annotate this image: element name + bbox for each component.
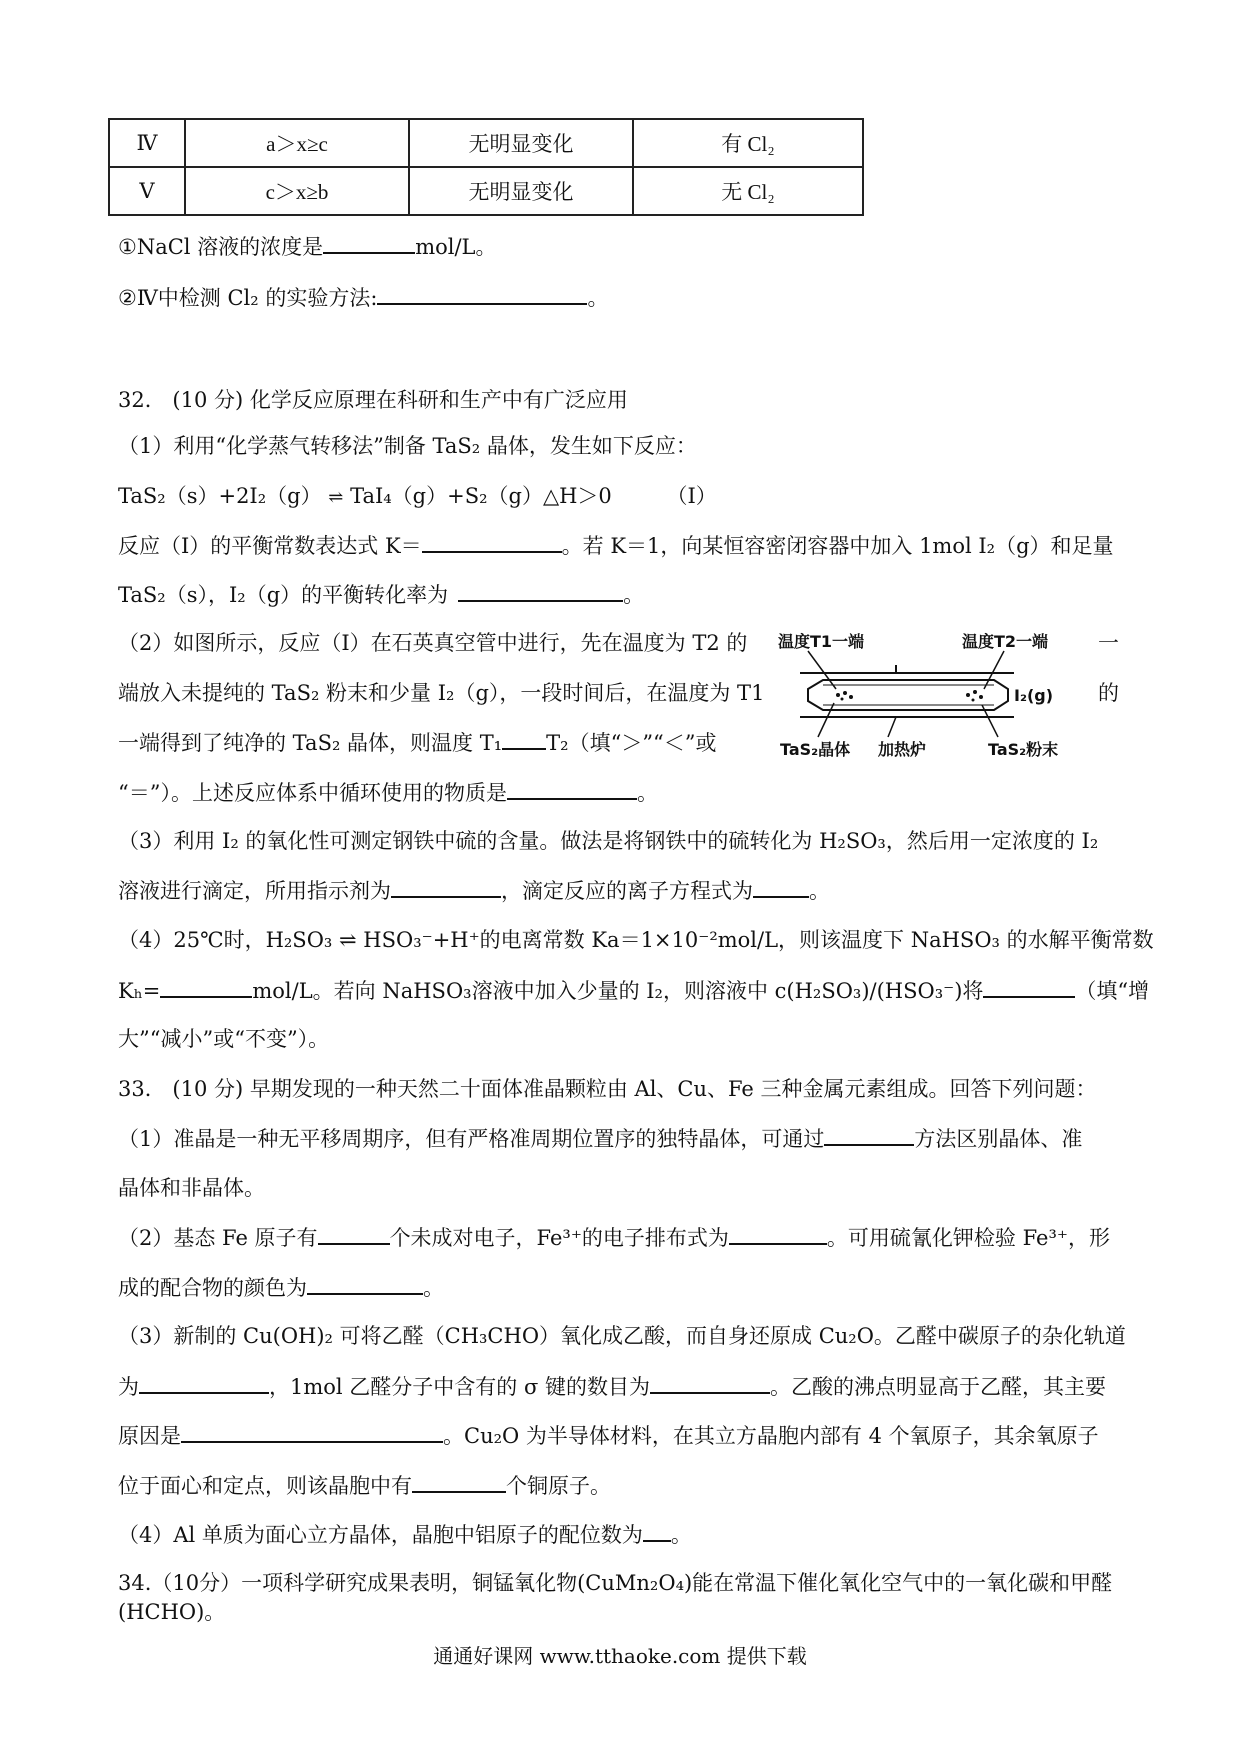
quartz-tube-diagram [778,625,1078,775]
powder-dot [966,693,970,697]
text: 一端得到了纯净的 TaS₂ 晶体，则温度 T₁ [118,731,503,755]
q32-title: 32． (10 分) 化学反应原理在科研和生产中有广泛应用 [118,388,628,412]
text: （4）Al 单质为面心立方晶体，晶胞中铝原子的配位数为 [118,1523,643,1547]
text: 位于面心和定点，则该晶胞中有 [118,1474,412,1498]
question-line: （2）如图所示，反应（I）在石英真空管中进行，先在温度为 T2 的 [118,631,748,655]
crystal-dot [843,691,847,695]
table-cell-change: 无明显变化 [409,119,633,167]
leader-line [808,651,836,689]
question-line: (HCHO)。 [118,1600,226,1624]
answer-blank[interactable] [650,1372,770,1394]
question-line [118,1520,1128,1549]
powder-dot [973,690,977,694]
question-line: （3）利用 I₂ 的氧化性可测定钢铁中硫的含量。做法是将钢铁中的硫转化为 H₂SO₃，然后用一定浓度的 I₂ [118,829,1099,853]
answer-blank[interactable] [160,976,252,998]
text: （2）基态 Fe 原子有 [118,1226,318,1250]
question-line [118,580,1128,609]
question-line: （3）新制的 Cu(OH)₂ 可将乙醛（CH₃CHO）氧化成乙酸，而自身还原成 Cu₂O。乙醛中碳原子的杂化轨道 [118,1324,1126,1348]
leader-line [984,651,1004,689]
text: 。Cu₂O 为半导体材料，在其立方晶胞内部有 4 个氧原子，其余氧原子 [443,1424,1099,1448]
answer-blank[interactable] [507,778,637,800]
question-line [118,1124,1128,1153]
table-cell-range: a＞x≥c [185,119,409,167]
answer-blank[interactable] [412,1471,506,1493]
question-line-end: 的 [1098,681,1119,705]
text: 成的配合物的颜色为 [118,1276,307,1300]
crystal-dot [841,698,844,701]
label-furnace: 加热炉 [878,740,927,759]
equation-tag: （I） [666,484,717,508]
question-line: 大”“减小”或“不变”）。 [118,1027,330,1051]
answer-blank[interactable] [377,283,587,305]
text: Kₕ= [118,979,161,1003]
question-line [118,531,1128,560]
label-t2: 温度T2一端 [962,632,1049,651]
question-line: 端放入未提纯的 TaS₂ 粉末和少量 I₂（g），一段时间后，在温度为 T1 [118,681,765,705]
text: 溶液进行滴定，所用指示剂为 [118,879,391,903]
question-line [118,1372,1128,1401]
leader-line [888,717,896,737]
text: 个铜原子。 [506,1474,611,1498]
text: 原因是 [118,1424,181,1448]
question-line [118,1273,1128,1302]
equation-right: TaI₄（g）+S₂（g）△H＞0 [350,484,612,508]
answer-blank[interactable] [753,876,809,898]
label-t1: 温度T1一端 [778,632,865,651]
crystal-dot [836,693,840,697]
text: 。 [623,583,645,607]
table-cell-result: 无 Cl₂ [633,167,863,215]
question-line [118,728,768,757]
question-line [118,1421,1128,1450]
question-line [118,1223,1128,1252]
table-cell-change: 无明显变化 [409,167,633,215]
text: mol/L。若向 NaHSO₃溶液中加入少量的 I₂，则溶液中 c(H₂SO₃)/(HSO₃⁻)将 [252,979,984,1003]
text: 。若 K＝1，向某恒容密闭容器中加入 1mol I₂（g）和足量 [561,534,1114,558]
question-line [118,876,1128,905]
crystal-dot [849,695,853,699]
question-line [118,283,1128,312]
answer-blank[interactable] [824,1124,914,1146]
text: 。 [809,879,830,903]
text: 方法区别晶体、准 [914,1127,1083,1151]
text: 为 [118,1375,139,1399]
equilibrium-arrow-icon: ⇌ [328,487,344,508]
text: ②Ⅳ中检测 Cl₂ 的实验方法: [118,286,378,310]
result-table [108,118,864,216]
question-line: （4）25℃时，H₂SO₃ ⇌ HSO₃⁻+H⁺的电离常数 Ka＝1×10⁻²mol/L，则该温度下 NaHSO₃ 的水解平衡常数 [118,928,1154,952]
page-footer: 通通好课网 www.tthaoke.com 提供下载 [433,1644,807,1668]
q33-title: 33． (10 分) 早期发现的一种天然二十面体准晶颗粒由 Al、Cu、Fe 三种金属元素组成。回答下列问题： [118,1077,1097,1101]
answer-blank[interactable] [323,232,415,254]
text: 。 [423,1276,444,1300]
text: “＝”）。上述反应体系中循环使用的物质是 [118,781,507,805]
powder-dot [972,699,975,702]
answer-blank[interactable] [139,1372,269,1394]
text: TaS₂（s），I₂（g）的平衡转化率为 [118,583,449,607]
answer-blank[interactable] [729,1223,827,1245]
table-cell-range: c＞x≥b [185,167,409,215]
question-line [118,976,1150,1005]
table-row [109,119,863,167]
answer-blank[interactable] [422,531,562,553]
question-line [118,232,1128,261]
answer-blank[interactable] [458,580,623,602]
question-line [118,778,1128,807]
question-line [118,1471,1128,1500]
label-i2: I₂(g) [1014,686,1054,705]
answer-blank[interactable] [318,1223,390,1245]
q32-equation [118,482,1128,512]
text: mol/L。 [415,235,497,259]
text: T₂（填“＞”“＜”或 [546,731,717,755]
text: （1）准晶是一种无平移周期序，但有严格准周期位置序的独特晶体，可通过 [118,1127,825,1151]
text: 。可用硫氰化钾检验 Fe³⁺，形 [826,1226,1110,1250]
table-cell-id: Ⅳ [109,119,185,167]
question-line-end: 一 [1098,631,1119,655]
text: 反应（I）的平衡常数表达式 K＝ [118,534,422,558]
question-line: 晶体和非晶体。 [118,1176,265,1200]
answer-blank[interactable] [181,1421,443,1443]
equation-left: TaS₂（s）+2I₂（g） [118,484,322,508]
text: （填“增 [1075,979,1150,1003]
powder-dot [979,695,983,699]
label-crystal: TaS₂晶体 [780,740,851,759]
table-cell-result: 有 Cl₂ [633,119,863,167]
text: ，滴定反应的离子方程式为 [501,879,753,903]
text: 。 [636,781,658,805]
answer-blank[interactable] [643,1520,671,1542]
label-powder: TaS₂粉末 [988,740,1059,759]
text: 。 [670,1523,692,1547]
answer-blank[interactable] [391,876,501,898]
q34-title: 34.（10分）一项科学研究成果表明，铜锰氧化物(CuMn₂O₄)能在常温下催化氧化空气中的一氧化碳和甲醛 [118,1571,1113,1595]
answer-blank[interactable] [502,728,546,750]
text: ，1mol 乙醛分子中含有的 σ 键的数目为 [269,1375,650,1399]
answer-blank[interactable] [307,1273,423,1295]
text: 。乙酸的沸点明显高于乙醛，其主要 [770,1375,1106,1399]
table-row [109,167,863,215]
text: 。 [587,286,609,310]
answer-blank[interactable] [983,976,1075,998]
q32-part1: （1）利用“化学蒸气转移法”制备 TaS₂ 晶体，发生如下反应： [118,434,697,458]
text: 个未成对电子，Fe³⁺的电子排布式为 [389,1226,729,1250]
text: ①NaCl 溶液的浓度是 [118,235,324,259]
table-cell-id: Ⅴ [109,167,185,215]
